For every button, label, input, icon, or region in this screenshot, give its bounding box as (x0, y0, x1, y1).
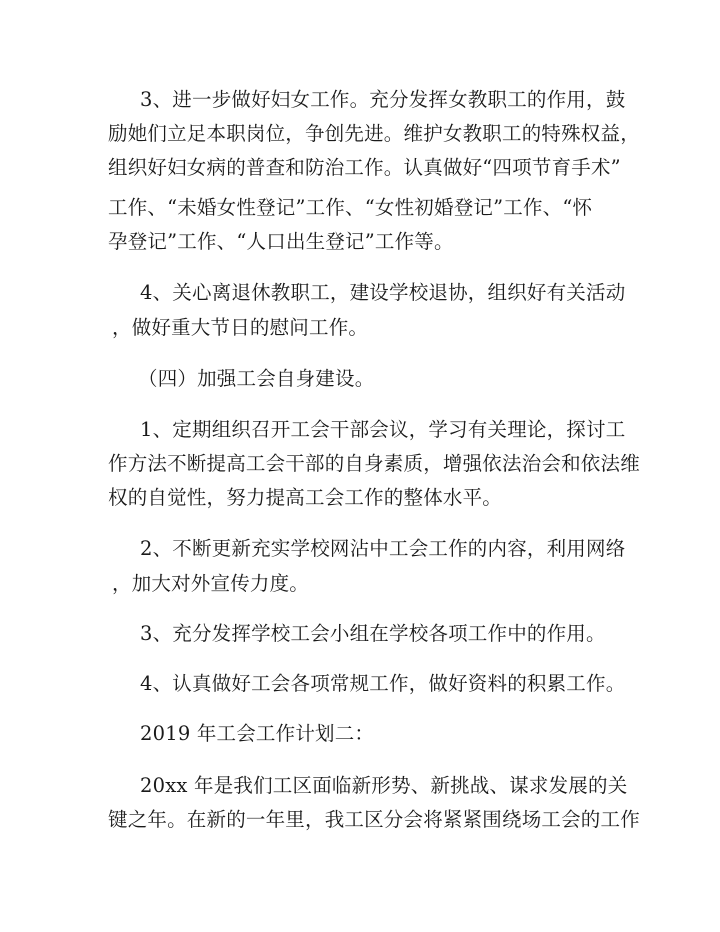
paragraph-line: 组织好妇女病的普查和防治工作。认真做好“四项节育手术” (108, 156, 621, 179)
paragraph-line: 3、充分发挥学校工会小组在学校各项工作中的作用。 (140, 622, 606, 645)
paragraph-line: 1、定期组织召开工会干部会议，学习有关理论，探讨工 (140, 418, 626, 441)
paragraph-line: 4、认真做好工会各项常规工作，做好资料的积累工作。 (140, 672, 626, 695)
paragraph-line: 工作、“未婚女性登记”工作、“女性初婚登记”工作、“怀 (108, 196, 593, 219)
paragraph-line: ，做好重大节日的慰问工作。 (112, 316, 369, 339)
plan-heading: 2019 年工会工作计划二： (140, 722, 375, 745)
paragraph-line: 键之年。在新的一年里，我工区分会将紧紧围绕场工会的工作 (108, 808, 640, 831)
paragraph-line: 权的自觉性，努力提高工会工作的整体水平。 (108, 486, 503, 509)
paragraph-line: 励她们立足本职岗位，争创先进。维护女教职工的特殊权益， (108, 122, 640, 145)
paragraph-line: 3、进一步做好妇女工作。充分发挥女教职工的作用，鼓 (140, 88, 626, 111)
paragraph-line: 20xx 年是我们工区面临新形势、新挑战、谋求发展的关 (140, 774, 628, 797)
paragraph-line: 作方法不断提高工会干部的自身素质，增强依法治会和依法维 (108, 452, 640, 475)
paragraph-line: 2、不断更新充实学校网沾中工会工作的内容，利用网络 (140, 537, 626, 560)
paragraph-line: ，加大对外宣传力度。 (112, 572, 310, 595)
paragraph-line: 孕登记”工作、“人口出生登记”工作等。 (108, 230, 454, 253)
paragraph-line: 4、关心离退休教职工，建设学校退协，组织好有关活动 (140, 281, 626, 304)
section-heading: （四）加强工会自身建设。 (138, 367, 375, 390)
